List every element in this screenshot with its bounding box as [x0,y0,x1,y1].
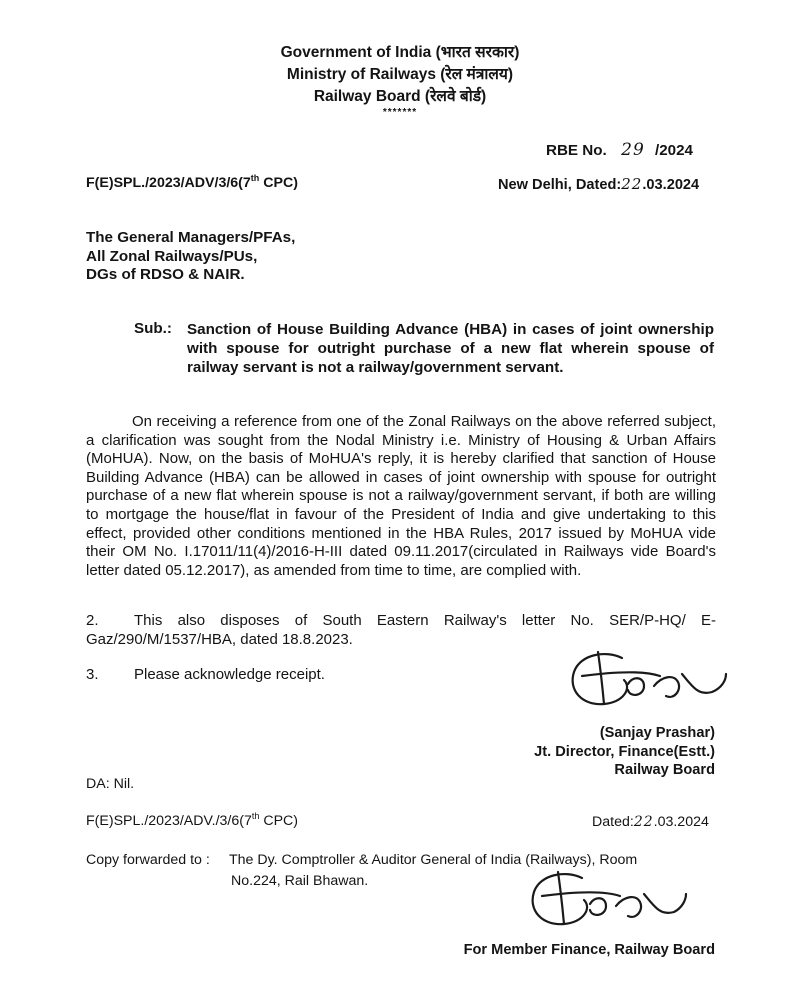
copy-forwarded-line-2: No.224, Rail Bhawan. [231,873,369,889]
rbe-number [546,140,693,160]
rbe-year: /2024 [654,142,693,159]
paragraph-2-number: 2. [86,612,99,629]
copy-forwarded-line-1: The Dy. Comptroller & Auditor General of India (Railways), Room [229,852,638,868]
rbe-label: RBE No. [546,142,607,159]
subject-label: Sub.: [134,320,172,337]
copy-handwritten-day: 22 [633,814,654,830]
addressee-line: All Zonal Railways/PUs, [86,247,258,265]
enclosure: DA: Nil. [86,776,135,792]
signatory-block [400,724,715,780]
rbe-handwritten-number: 29 [621,140,645,160]
header-board: Railway Board (रेलवे बोर्ड) [313,88,487,105]
file-reference: F(E)SPL./2023/ADV/3/6(7th CPC) [86,173,298,191]
signature-sanjay-prashar [562,646,732,718]
copy-forwarded-label: Copy forwarded to : [86,852,210,868]
paragraph-2: This also disposes of South Eastern Railway's letter No. SER/P-HQ/ E-Gaz/290/M/1537/HBA, dated 18.8.2023. [86,612,716,648]
header-ministry: Ministry of Railways (रेल मंत्रालय) [286,66,514,83]
paragraph-1: On receiving a reference from one of the Zonal Railways on the above referred subject, a clarification was sought from the Nodal Ministry i.e. Ministry of Housing & Urban Affairs (MoHUA). Now, on the basis of MoHUA's reply, it is hereby clarified that sanction of House Building Advance (HBA) can be allowed in cases of joint ownership with spouse for outright purchase of a new flat wherein spouse is not a railway/government servant, if both are willing to mortgage the house/flat in favour of the President of India and give undertaking to this effect, provided other conditions mentioned in the HBA Rules, 2017 issued by MoHUA vide their OM No. I.17011/11(4)/2016-H-III dated 09.11.2017(circulated in Railways vide Board's letter dated 05.12.2017), as amended from time to time, are complied with. [86,413,716,579]
subject-text: Sanction of House Building Advance (HBA) in cases of joint ownership with spouse for outright purchase of a new flat wherein spouse of railway servant is not a railway/government servant. [187,321,714,376]
issue-date: New Delhi, Dated:22.03.2024 [498,175,700,193]
header-government: Government of India (भारत सरकार) [280,44,520,61]
signatory-office: Railway Board [614,762,715,779]
footer-signatory: For Member Finance, Railway Board [463,942,715,958]
addressee-line: DGs of RDSO & NAIR. [86,266,245,283]
signature-member-finance [520,866,690,938]
copy-file-reference: F(E)SPL./2023/ADV./3/6(7th CPC) [86,811,299,829]
addressee-line: The General Managers/PFAs, [86,229,296,246]
header-stars: ******* [382,107,418,118]
signatory-designation: Jt. Director, Finance(Estt.) [534,743,715,760]
paragraph-3-number: 3. [86,666,99,683]
addressee-block [86,229,295,285]
paragraph-3: Please acknowledge receipt. [134,666,325,683]
signatory-name: (Sanjay Prashar) [599,725,715,741]
copy-date: Dated:22.03.2024 [592,814,709,830]
handwritten-day: 22 [621,175,643,193]
